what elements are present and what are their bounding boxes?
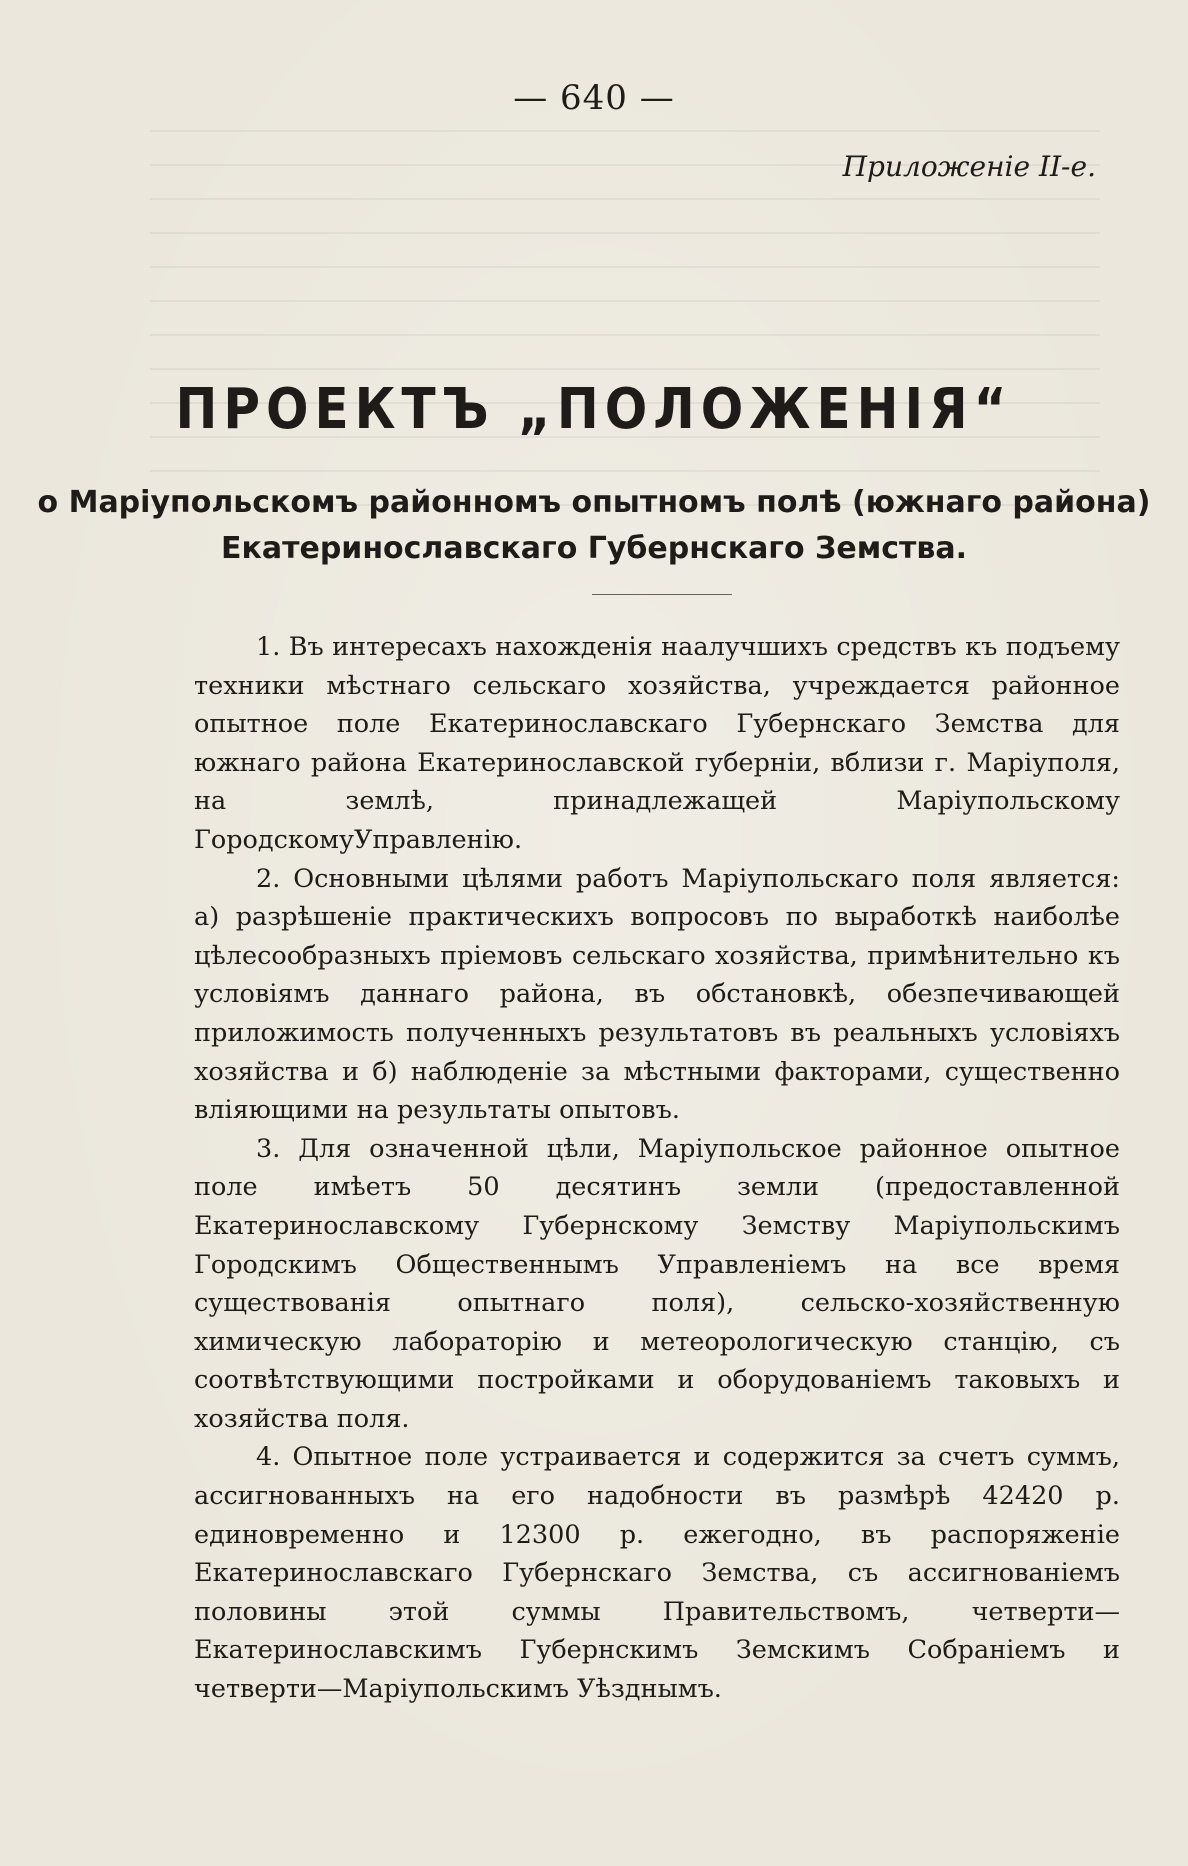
paragraph-3: 3. Для означенной цѣли, Маріупольское районное опытное поле имѣетъ 50 десятинъ земли (предоставленной Екатеринославскому Губернскому Земству Маріупольскимъ Городскимъ Общественнымъ Управленіемъ на все время существованія опытнаго поля), сельско-хозяйственную химическую лабораторію и метеорологическую станцію, съ соотвѣтствующими постройками и оборудованіемъ таковыхъ и хозяйства поля.	[194, 1133, 1120, 1434]
page-number: — 640 —	[513, 78, 675, 118]
bleed-through-texture	[150, 130, 1100, 530]
separator-rule	[592, 594, 732, 595]
appendix-label: Приложеніе II-е.	[842, 150, 1096, 183]
paragraph-2: 2. Основными цѣлями работъ Маріупольскаго поля является: а) разрѣшеніе практическихъ вопросовъ по выработкѣ наиболѣе цѣлесообразныхъ пріемовъ сельскаго хозяйства, примѣнительно къ условіямъ даннаго района, въ обстановкѣ, обезпечивающей приложимость полученныхъ результатовъ въ реальныхъ условіяхъ хозяйства и б) наблюденіе за мѣстными факторами, существенно вліяющими на результаты опытовъ.	[194, 863, 1120, 1126]
document-subtitle	[0, 480, 1188, 572]
document-title: ПРОЕКТЪ „ПОЛОЖЕНІЯ“	[175, 376, 1013, 442]
paragraph-1: 1. Въ интересахъ нахожденія наалучшихъ средствъ къ подъему техники мѣстнаго сельскаго хозяйства, учреждается районное опытное поле Екатеринославскаго Губернскаго Земства для южнаго района Екатеринославской губерніи, вблизи г. Маріуполя, на землѣ, принадлежащей Маріупольскому ГородскомуУправленію.	[194, 632, 1120, 855]
subtitle-line-2: Екатеринославскаго Губернскаго Земства.	[220, 531, 968, 566]
paragraph-4: 4. Опытное поле устраивается и содержится за счетъ суммъ, ассигнованныхъ на его надобности въ размѣрѣ 42420 р. единовременно и 12300 р. ежегодно, въ распоряженіе Екатеринославскаго Губернскаго Земства, съ ассигнованіемъ половины этой суммы Правительствомъ, четверти—Екатеринославскимъ Губернскимъ Земскимъ Собраніемъ и четверти—Маріупольскимъ Уѣзднымъ.	[194, 1442, 1120, 1705]
subtitle-line-1: о Маріупольскомъ районномъ опытномъ полѣ (южнаго района)	[37, 485, 1151, 520]
body-text	[194, 628, 1120, 1709]
